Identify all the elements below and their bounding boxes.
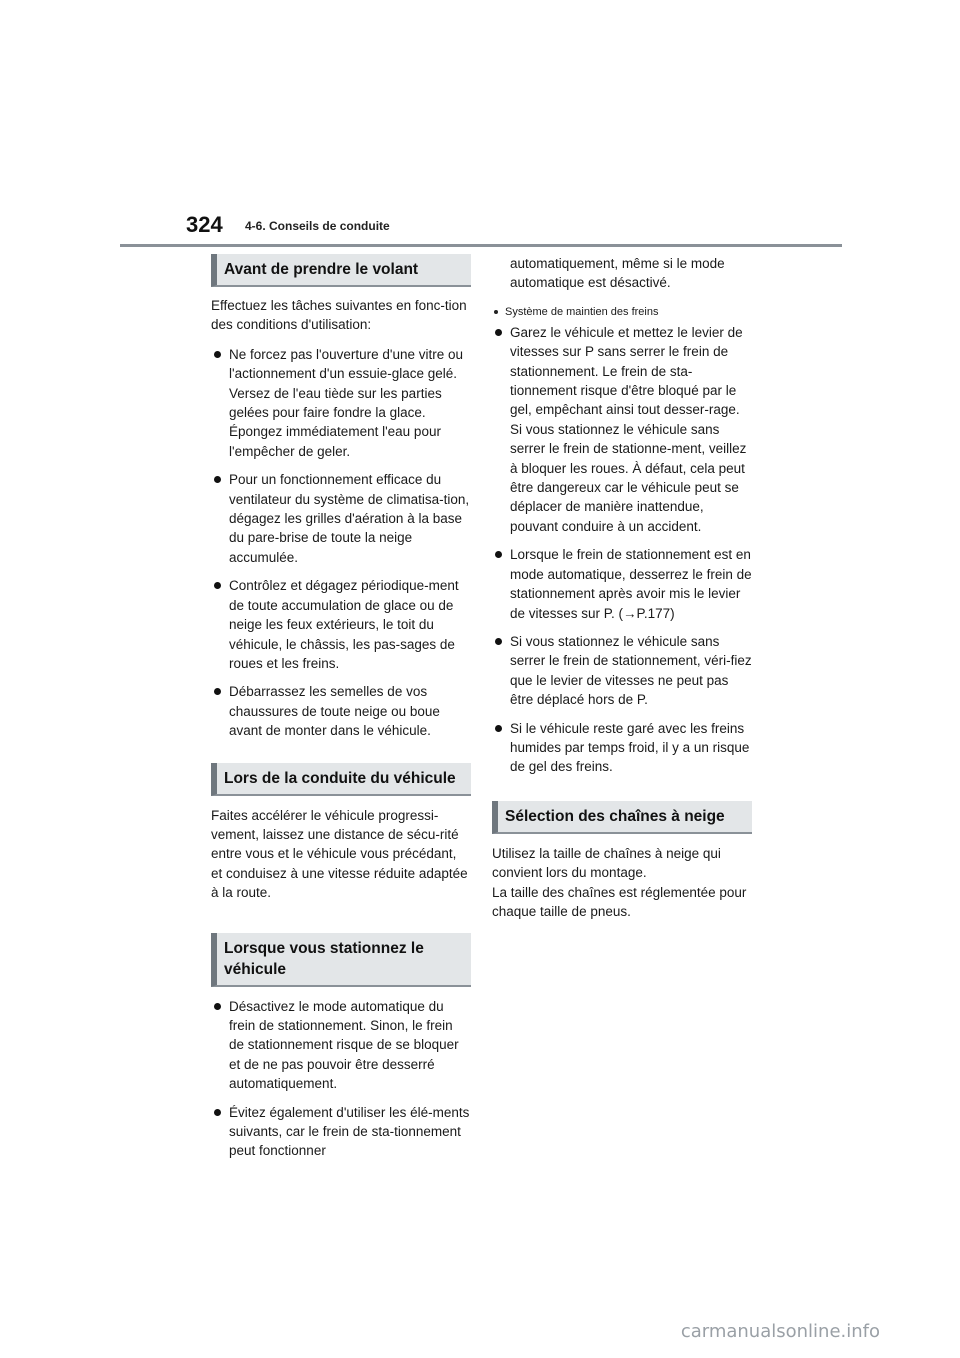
parking-list — [211, 997, 471, 1161]
bullet-icon — [495, 638, 502, 645]
section-heading-snow-chains: Sélection des chaînes à neige — [492, 801, 752, 834]
section-title: 4-6. Conseils de conduite — [245, 219, 390, 233]
bullet-icon — [214, 688, 221, 695]
bullet-icon — [214, 1003, 221, 1010]
snow-chains-paragraph-2: La taille des chaînes est réglementée pour chaque taille de pneus. — [492, 884, 747, 919]
list-item: Contrôlez et dégagez périodique-ment de toute accumulation de glace ou de neige les feux extérieurs, le toit du véhicule, le châssis, les pas-sages de roues et les freins. — [211, 576, 471, 673]
driving-paragraph: Faites accélérer le véhicule progressi-vement, laissez une distance de sécu-rité entre vous et le véhicule vous précédant, et conduisez à une vitesse réduite adaptée à la route. — [211, 807, 468, 901]
bullet-icon — [214, 1109, 221, 1116]
section-heading-parking: Lorsque vous stationnez le véhicule — [211, 933, 471, 987]
small-bullet-icon — [494, 310, 498, 314]
header-divider — [120, 244, 842, 247]
page-number: 324 — [186, 212, 223, 237]
snow-chains-paragraph-1: Utilisez la taille de chaînes à neige qui convient lors du montage. — [492, 845, 721, 881]
sub-label: Système de maintien des freins — [492, 305, 752, 319]
right-column — [492, 254, 752, 921]
bullet-icon — [495, 551, 502, 558]
bullet-icon — [214, 351, 221, 358]
list-item: Lorsque le frein de stationnement est en mode automatique, desserrez le frein de stationnement après avoir mis le levier de vitesses sur P. (→P.177) — [492, 545, 752, 623]
list-item: Si vous stationnez le véhicule sans serrer le frein de stationnement, véri-fiez que le levier de vitesses ne peut pas être déplacé hors de P. — [492, 632, 752, 710]
bullet-icon — [495, 329, 502, 336]
list-item: Désactivez le mode automatique du frein de stationnement. Sinon, le frein de stationnement risque de se bloquer et de ne pas pouvoir être desserré automatiquement. — [211, 997, 471, 1094]
intro-paragraph: Effectuez les tâches suivantes en fonc-tion des conditions d'utilisation: — [211, 298, 467, 333]
bullet-icon — [214, 582, 221, 589]
section-heading-before-driving: Avant de prendre le volant — [211, 254, 471, 287]
list-item: Évitez également d'utiliser les élé-ments suivants, car le frein de sta-tionnement peut fonctionner — [211, 1103, 471, 1161]
list-item: Si le véhicule reste garé avec les freins humides par temps froid, il y a un risque de gel des freins. — [492, 719, 752, 777]
list-item: Pour un fonctionnement efficace du ventilateur du système de climatisa-tion, dégagez les grilles d'aération à la base du pare-brise de toute la neige accumulée. — [211, 470, 471, 567]
bullet-icon — [495, 725, 502, 732]
brake-hold-list — [492, 323, 752, 777]
list-item: Garez le véhicule et mettez le levier de vitesses sur P sans serrer le frein de stationnement. Le frein de sta-tionnement risque d'être bloqué par le gel, empêchant ainsi tout desser-rage. Si vous stationnez le véhicule sans serrer le frein de stationne-ment, veillez à bloquer les roues. À défaut, cela peut être dangereux car le véhicule peut se déplacer de manière inattendue, pouvant conduire à un accident. — [492, 323, 752, 536]
before-driving-list — [211, 345, 471, 741]
list-item: Débarrassez les semelles de vos chaussures de toute neige ou boue avant de monter dans le véhicule. — [211, 682, 471, 740]
list-item: Ne forcez pas l'ouverture d'une vitre ou l'actionnement d'un essuie-glace gelé. Versez de l'eau tiède sur les parties gelées pour faire fondre la glace. Épongez immédiatement l'eau pour l'empêcher de geler. — [211, 345, 471, 461]
watermark: carmanualsonline.info — [680, 1321, 880, 1342]
bullet-icon — [214, 476, 221, 483]
continuation-paragraph: automatiquement, même si le mode automatique est désactivé. — [510, 256, 725, 291]
section-heading-while-driving: Lors de la conduite du véhicule — [211, 763, 471, 796]
left-column — [211, 254, 471, 1170]
